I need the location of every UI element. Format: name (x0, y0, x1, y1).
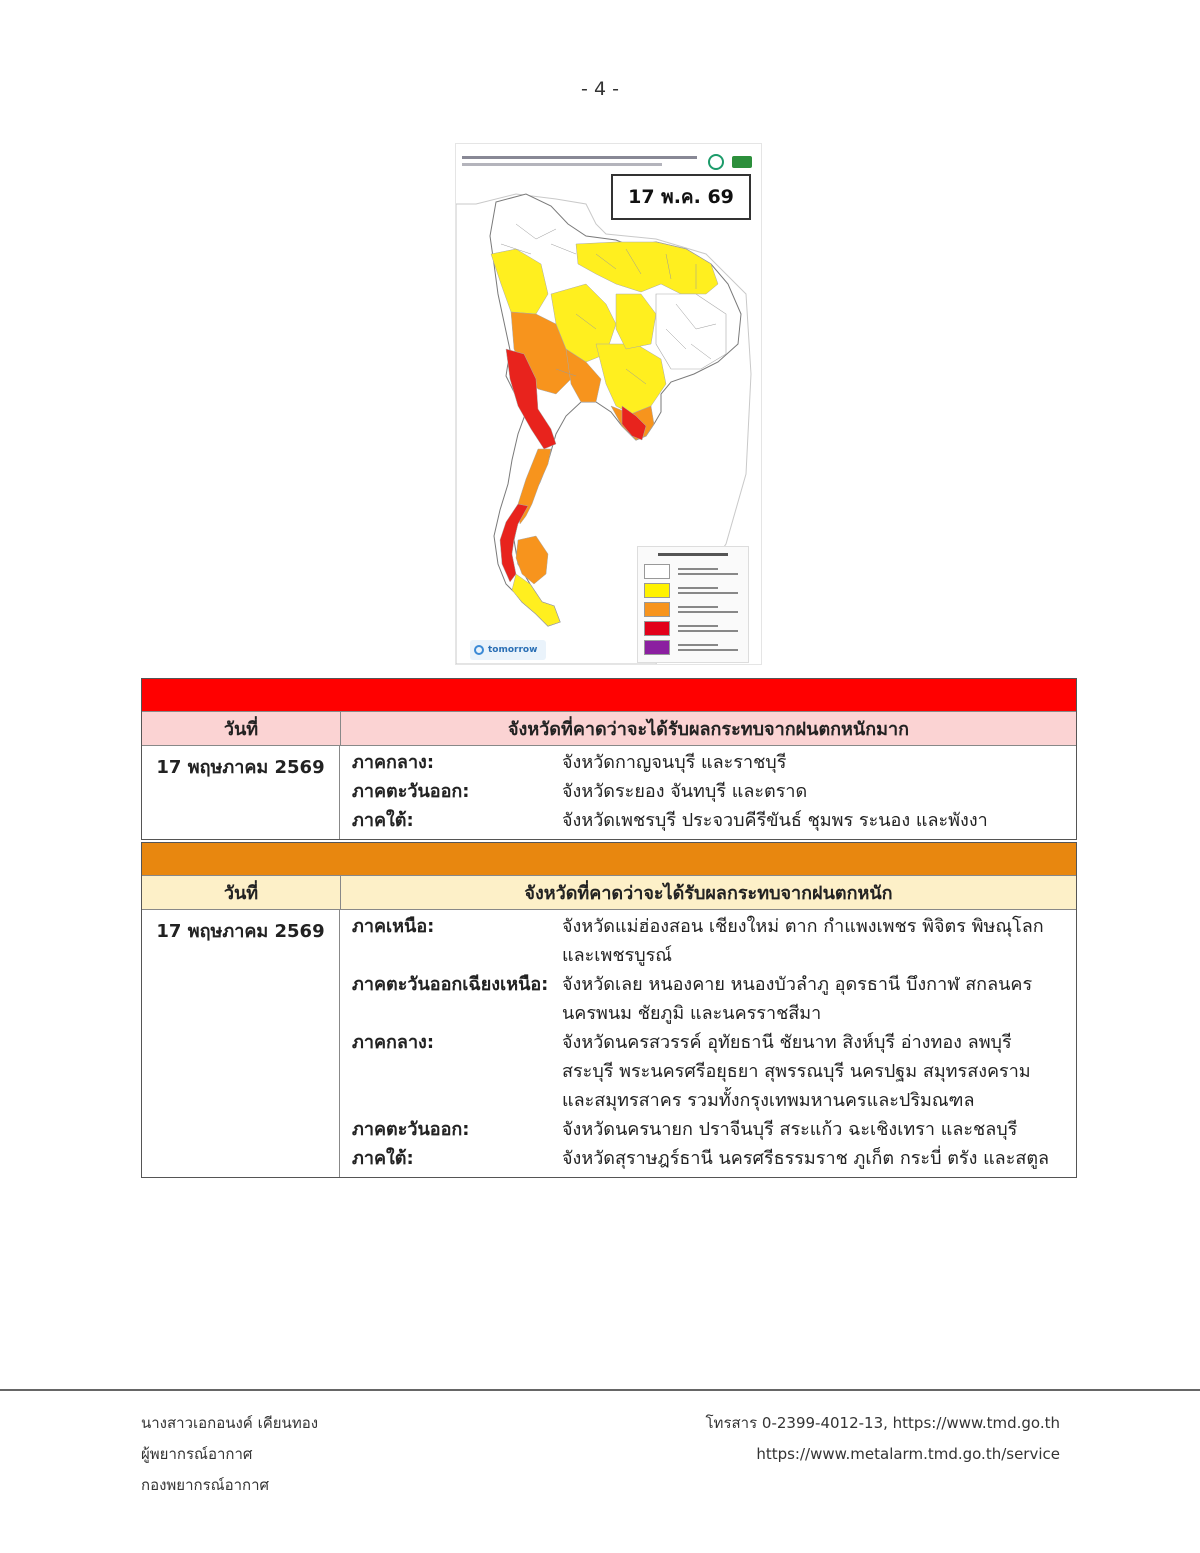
table-header (142, 875, 1076, 910)
tmd-logo-icon (702, 148, 758, 174)
forecaster-title: ผู้พยากรณ์อากาศ (141, 1445, 253, 1463)
tomorrow-logo-text: tomorrow (488, 645, 538, 655)
provinces-column-header: จังหวัดที่คาดว่าจะได้รับผลกระทบจากฝนตกหนักมาก (507, 719, 909, 740)
region-name: ภาคใต้: (352, 810, 414, 831)
region-row (352, 1028, 1076, 1115)
legend-swatch (644, 621, 670, 636)
legend-swatch (644, 564, 670, 579)
table-body (142, 746, 1076, 839)
warning-level-band-red (142, 679, 1076, 711)
legend-row (638, 619, 748, 638)
map-legend (637, 546, 749, 663)
region-provinces: จังหวัดแม่ฮ่องสอน เชียงใหม่ ตาก กำแพงเพชร พิจิตร พิษณุโลก และเพชรบูรณ์ (562, 916, 1044, 966)
region-provinces: จังหวัดสุราษฎร์ธานี นครศรีธรรมราช ภูเก็ต กระบี่ ตรัง และสตูล (562, 1148, 1050, 1169)
map-date-label: 17 พ.ค. 69 (611, 174, 751, 220)
metalarm-service-link[interactable]: https://www.metalarm.tmd.go.th/service (756, 1445, 1060, 1463)
very-heavy-rain-table (141, 678, 1077, 840)
contact-block (706, 1408, 1061, 1470)
region-name: ภาคตะวันออก: (352, 781, 470, 802)
warning-level-band-orange (142, 843, 1076, 875)
forecaster-division: กองพยากรณ์อากาศ (141, 1476, 270, 1494)
region-provinces: จังหวัดเลย หนองคาย หนองบัวลำภู อุดรธานี บึงกาฬ สกลนคร นครพนม ชัยภูมิ และนครราชสีมา (562, 974, 1033, 1024)
region-name: ภาคเหนือ: (352, 916, 435, 937)
date-column-header: วันที่ (142, 712, 341, 745)
table-body (142, 910, 1076, 1177)
legend-row (638, 600, 748, 619)
region-row (352, 1144, 1076, 1173)
rainfall-forecast-map (455, 143, 762, 665)
page-number: - 4 - (581, 78, 619, 100)
region-row (352, 748, 1076, 777)
footer-divider (0, 1389, 1200, 1391)
region-row (352, 777, 1076, 806)
legend-row (638, 638, 748, 657)
region-name: ภาคใต้: (352, 1148, 414, 1169)
region-row (352, 1115, 1076, 1144)
region-row (352, 970, 1076, 1028)
region-row (352, 912, 1076, 970)
provinces-column-header: จังหวัดที่คาดว่าจะได้รับผลกระทบจากฝนตกหนัก (524, 883, 893, 904)
forecast-date: 17 พฤษภาคม 2569 (142, 746, 340, 839)
region-provinces: จังหวัดกาญจนบุรี และราชบุรี (562, 752, 787, 773)
heavy-rain-table (141, 842, 1077, 1178)
table-header (142, 711, 1076, 746)
forecast-date: 17 พฤษภาคม 2569 (142, 910, 340, 1177)
region-name: ภาคกลาง: (352, 752, 435, 773)
region-name: ภาคกลาง: (352, 1032, 435, 1053)
legend-swatch (644, 602, 670, 617)
region-provinces: จังหวัดนครสวรรค์ อุทัยธานี ชัยนาท สิงห์บุรี อ่างทอง ลพบุรี สระบุรี พระนครศรีอยุธยา สุพรรณบุรี นครปฐม สมุทรสงคราม และสมุทรสาคร รวมทั้งกรุงเทพมหานครและปริมณฑล (562, 1032, 1031, 1111)
forecaster-signature-block (141, 1408, 318, 1501)
region-provinces: จังหวัดนครนายก ปราจีนบุรี สระแก้ว ฉะเชิงเทรา และชลบุรี (562, 1119, 1018, 1140)
tomorrow-logo (470, 640, 546, 660)
legend-swatch (644, 583, 670, 598)
region-row (352, 806, 1076, 835)
region-name: ภาคตะวันออก: (352, 1119, 470, 1140)
fax-and-website-link[interactable]: โทรสาร 0-2399-4012-13, https://www.tmd.go.th (705, 1414, 1060, 1432)
forecaster-name: นางสาวเอกอนงค์ เคียนทอง (141, 1414, 319, 1432)
region-provinces: จังหวัดเพชรบุรี ประจวบคีรีขันธ์ ชุมพร ระนอง และพังงา (562, 810, 988, 831)
region-provinces: จังหวัดระยอง จันทบุรี และตราด (562, 781, 808, 802)
tomorrow-logo-icon (474, 645, 484, 655)
legend-swatch (644, 640, 670, 655)
region-name: ภาคตะวันออกเฉียงเหนือ: (352, 974, 549, 995)
legend-row (638, 562, 748, 581)
map-title (462, 152, 697, 174)
legend-row (638, 581, 748, 600)
date-column-header: วันที่ (142, 876, 341, 909)
